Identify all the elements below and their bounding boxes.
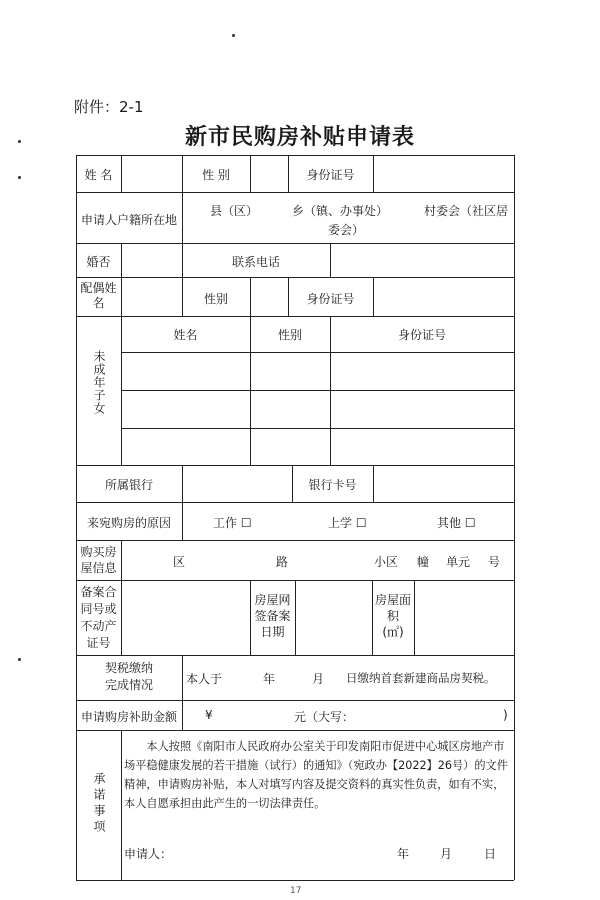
scan-dot [232,34,235,37]
filing-date-label: 房屋网 签备案 日期 [254,593,291,639]
minors-header-id: 身份证号 [397,328,446,342]
page-number: 17 [290,886,302,896]
minors-label: 未成年子女 [92,350,106,415]
date-day: 日 [484,847,497,861]
bank-field[interactable] [188,470,288,498]
minors-header-name: 姓名 [173,328,198,342]
house-community: 小区 [374,555,399,569]
house-area-field[interactable] [419,586,509,650]
name-label: 姓 名 [84,168,113,182]
page-title: 新市民购房补贴申请表 [184,124,415,150]
house-building: 幢 [417,555,430,569]
yen-sign: ¥ [205,708,213,722]
phone-field[interactable] [335,247,508,273]
tax-text-month: 月 [312,672,325,686]
minors-header-gender: 性别 [277,328,302,342]
gender-label: 性 别 [202,168,230,182]
scan-dot [18,658,21,661]
filing-date-field[interactable] [300,586,368,650]
applicant-label: 申请人： [124,847,173,861]
reason-option-other[interactable]: 其他 ☐ [437,516,476,530]
house-info-label: 购买房 屋信息 [80,545,117,575]
household-village-cont: 委会） [328,223,365,237]
house-road: 路 [276,555,289,569]
tax-text-year: 年 [263,672,276,686]
contract-number-field[interactable] [126,586,246,650]
pledge-text: 本人按照《南阳市人民政府办公室关于印发南阳市促进中心城区房地产市场平稳健康发展的若干措施（试行）的通知》（宛政办【2022】26号）的文件精神，申请购房补贴，本人对填写内容及提交资料的真实性负责，如有不实，本人自愿承担由此产生的一切法律责任。 [124,740,508,810]
gender-field[interactable] [254,160,284,188]
id-number-field[interactable] [378,160,508,188]
contract-label: 备案合 同号或 不动产 证号 [80,585,117,650]
applicant-signature-field[interactable] [178,840,328,864]
household-label: 申请人户籍所在地 [80,213,177,227]
spouse-gender-label: 性别 [203,292,228,306]
tax-text-a: 本人于 [186,672,223,686]
amount-yuan: 元（大写： [294,710,355,724]
house-area-label: 房屋面 积 (㎡) [374,593,411,639]
pledge-label: 承诺事项 [92,772,106,836]
reason-option-work[interactable]: 工作 ☐ [213,516,252,530]
spouse-label: 配偶姓 名 [80,281,117,310]
card-number-field[interactable] [378,470,508,498]
id-number-label: 身份证号 [306,168,355,182]
house-room: 号 [488,555,501,569]
reason-option-study[interactable]: 上学 ☐ [328,516,367,530]
marital-field[interactable] [126,247,178,273]
bank-label: 所属银行 [104,478,153,492]
household-township: 乡（镇、办事处） [292,204,389,218]
tax-text-b: 日缴纳首套新建商品房契税。 [346,671,496,685]
marital-label: 婚否 [86,255,111,269]
date-month: 月 [440,847,453,861]
amount-close-paren: ) [503,708,508,722]
card-number-label: 银行卡号 [308,478,357,492]
amount-label: 申请购房补助金额 [80,710,177,724]
date-year: 年 [397,847,410,861]
spouse-gender-field[interactable] [254,282,284,310]
reason-label: 来宛购房的原因 [86,516,171,530]
scan-dot [18,176,21,179]
tax-label: 契税缴纳 完成情况 [104,661,153,692]
house-district: 区 [173,555,186,569]
spouse-id-field[interactable] [378,282,508,310]
spouse-name-field[interactable] [126,282,178,310]
household-county: 县（区） [210,204,259,218]
household-village: 村委会（社区居 [424,204,509,218]
name-field[interactable] [128,160,178,188]
spouse-id-label: 身份证号 [306,292,355,306]
annex-label: 附件：2-1 [74,98,144,116]
phone-label: 联系电话 [231,255,280,269]
house-unit: 单元 [446,555,471,569]
